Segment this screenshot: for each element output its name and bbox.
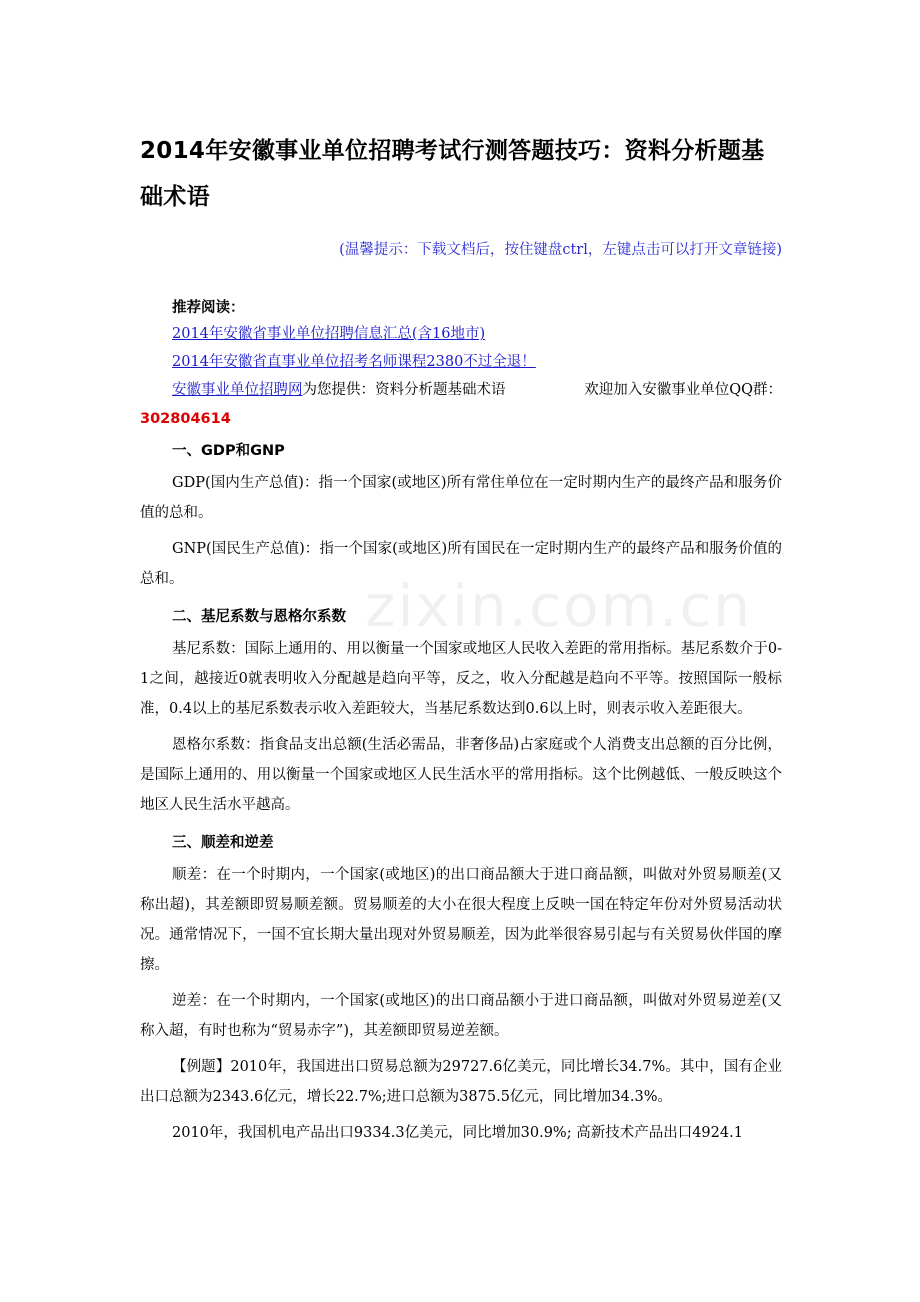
join-text: 欢迎加入安徽事业单位QQ群： xyxy=(584,382,782,398)
recommend-link-row-2 xyxy=(140,348,782,376)
document-title: 2014年安徽事业单位招聘考试行测答题技巧：资料分析题基础术语 xyxy=(140,138,765,210)
section-heading-gini: 二、基尼系数与恩格尔系数 xyxy=(172,609,346,625)
paragraph-deficit: 逆差：在一个时期内，一个国家(或地区)的出口商品额小于进口商品额，叫做对外贸易逆差(又称入超，有时也称为“贸易赤字”)，其差额即贸易逆差额。 xyxy=(140,993,782,1039)
document-page xyxy=(140,128,782,1154)
recommend-link-row-1 xyxy=(140,320,782,348)
provider-line xyxy=(140,376,782,404)
recommend-heading: 推荐阅读： xyxy=(172,300,245,316)
paragraph-gini: 基尼系数：国际上通用的、用以衡量一个国家或地区人民收入差距的常用指标。基尼系数介于0-1之间，越接近0就表明收入分配越是趋向平等，反之，收入分配越是趋向不平等。按照国际一般标准，0.4以上的基尼系数表示收入差距较大，当基尼系数达到0.6以上时，则表示收入差距很大。 xyxy=(140,641,782,717)
provider-link[interactable]: 安徽事业单位招聘网 xyxy=(172,382,303,398)
paragraph-gdp: GDP(国内生产总值)：指一个国家(或地区)所有常住单位在一定时期内生产的最终产品和服务价值的总和。 xyxy=(140,475,782,521)
tip-text: (温馨提示：下载文档后，按住键盘ctrl，左键点击可以打开文章链接) xyxy=(339,242,782,258)
paragraph-surplus: 顺差：在一个时期内，一个国家(或地区)的出口商品额大于进口商品额，叫做对外贸易顺差(又称出超)，其差额即贸易顺差额。贸易顺差的大小在很大程度上反映一国在特定年份对外贸易活动状况。通常情况下，一国不宜长期大量出现对外贸易顺差，因为此举很容易引起与有关贸易伙伴国的摩擦。 xyxy=(140,867,782,973)
paragraph-gnp: GNP(国民生产总值)：指一个国家(或地区)所有国民在一定时期内生产的最终产品和服务价值的总和。 xyxy=(140,541,782,587)
provider-left xyxy=(172,376,506,404)
watermark: zixin.com.cn xyxy=(365,572,753,640)
paragraph-example: 【例题】2010年，我国进出口贸易总额为29727.6亿美元，同比增长34.7%。其中，国有企业出口总额为2343.6亿元，增长22.7%;进口总额为3875.5亿元，同比增加34.3%。 xyxy=(140,1059,782,1105)
qq-group-number: 302804614 xyxy=(140,411,231,427)
recommend-link-1[interactable]: 2014年安徽省事业单位招聘信息汇总(含16地市) xyxy=(172,326,486,342)
provider-text: 为您提供：资料分析题基础术语 xyxy=(302,382,506,398)
section-heading-gdp: 一、GDP和GNP xyxy=(172,443,285,459)
recommend-link-2[interactable]: 2014年安徽省直事业单位招考名师课程2380不过全退！ xyxy=(172,354,536,370)
paragraph-engel: 恩格尔系数：指食品支出总额(生活必需品，非奢侈品)占家庭或个人消费支出总额的百分比例，是国际上通用的、用以衡量一个国家或地区人民生活水平的常用指标。这个比例越低、一般反映这个地区人民生活水平越高。 xyxy=(140,737,782,813)
section-heading-trade: 三、顺差和逆差 xyxy=(172,835,274,851)
paragraph-example-2: 2010年，我国机电产品出口9334.3亿美元，同比增加30.9%; 高新技术产品出口4924.1 xyxy=(172,1125,743,1141)
